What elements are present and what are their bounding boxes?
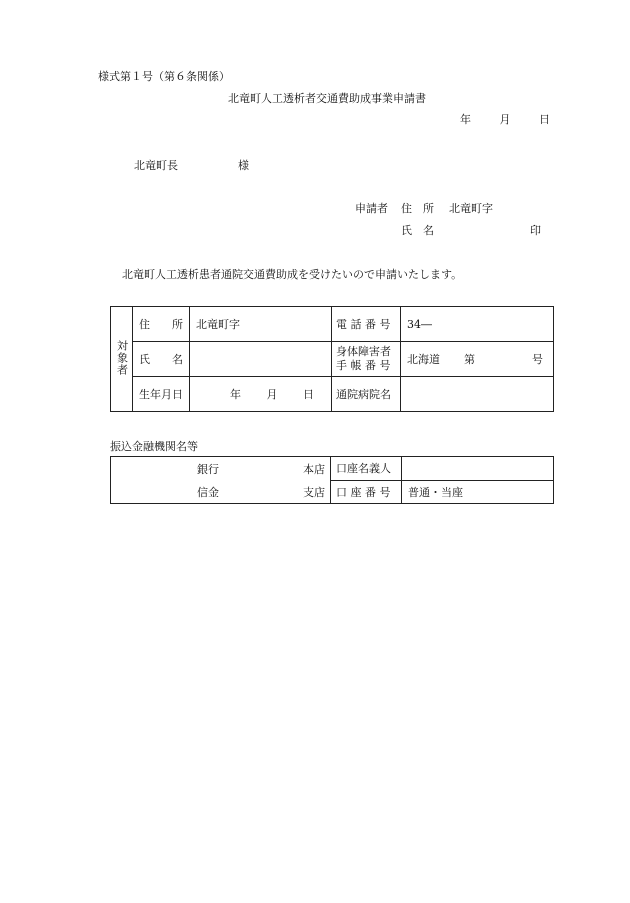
address-value-field[interactable]: [190, 307, 332, 342]
disability-label-cell: [332, 342, 401, 377]
shinkin-label: 信金: [197, 485, 219, 499]
date-month-label: 月: [499, 113, 511, 126]
account-holder-label: 口座名義人: [331, 457, 402, 481]
address-value: 北竜町字: [196, 318, 240, 331]
disability-number-field[interactable]: [401, 342, 554, 377]
applicant-address-value: 北竜町字: [449, 202, 493, 215]
account-type-field[interactable]: [402, 480, 554, 504]
body-text: 北竜町人工透析患者通院交通費助成を受けたいので申請いたします。: [122, 268, 463, 281]
address-label-cell: [133, 307, 190, 342]
name-label-char-2: 名: [172, 353, 183, 366]
name-value-field[interactable]: [190, 342, 332, 377]
bank-section-title: 振込金融機関名等: [110, 440, 198, 453]
addressee-honorific: 様: [238, 159, 249, 172]
seal-mark: 印: [530, 224, 541, 237]
date-line: [460, 111, 550, 127]
disability-dai: 第: [464, 353, 475, 366]
branch-label: 支店: [303, 485, 325, 499]
applicant-address-label: 住 所: [401, 202, 434, 215]
date-day-label: 日: [539, 113, 550, 126]
name-label-cell: [133, 342, 190, 377]
account-holder-field[interactable]: [402, 457, 554, 481]
bank-name-field[interactable]: [111, 457, 331, 504]
head-office-label: 本店: [303, 462, 325, 476]
name-label-char-1: 氏: [139, 353, 150, 366]
hospital-value-field[interactable]: [401, 377, 554, 412]
date-year-label: 年: [460, 113, 471, 126]
disability-go: 号: [532, 353, 543, 366]
phone-value-field[interactable]: [401, 307, 554, 342]
birth-day-label: 日: [303, 388, 314, 401]
addressee-name: 北竜町長: [134, 159, 178, 172]
disability-label-line1: 身体障害者: [336, 345, 391, 358]
address-label-char-1: 住: [139, 318, 150, 331]
bank-label: 銀行: [197, 462, 219, 476]
hospital-label: 通院病院名: [332, 377, 401, 412]
birth-date-field[interactable]: [190, 377, 332, 412]
birth-month-label: 月: [266, 388, 278, 401]
form-number: 様式第１号（第６条関係）: [98, 70, 230, 83]
applicant-name-label: 氏 名: [401, 224, 434, 237]
disability-prefecture: 北海道: [407, 353, 440, 366]
subject-side-label: 対象者: [115, 339, 129, 376]
account-number-label: 口 座 番 号: [331, 480, 402, 504]
subject-table: [110, 306, 554, 412]
document-title: 北竜町人工透析者交通費助成事業申請書: [228, 92, 426, 105]
phone-value: 34―: [407, 317, 432, 331]
address-label-char-2: 所: [172, 318, 183, 331]
phone-label: 電 話 番 号: [332, 307, 401, 342]
applicant-label: 申請者: [355, 202, 388, 215]
subject-side-cell: [111, 307, 133, 412]
birth-label: 生年月日: [133, 377, 190, 412]
disability-label-line2: 手 帳 番 号: [336, 359, 391, 372]
bank-table: [110, 456, 554, 504]
account-type: 普通・当座: [408, 485, 463, 499]
birth-year-label: 年: [230, 388, 241, 401]
